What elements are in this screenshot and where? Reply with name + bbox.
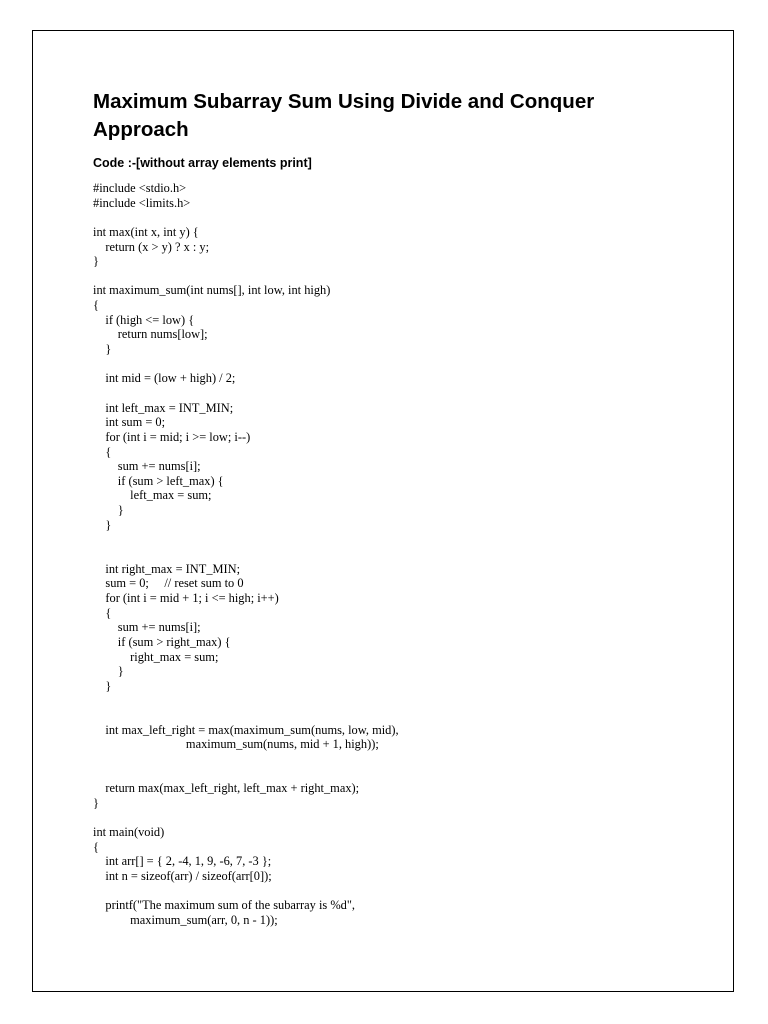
code-line [93,269,399,284]
code-line: int sum = 0; [93,415,166,430]
code-line [93,811,399,826]
code-line [93,767,399,782]
code-line: printf("The maximum sum of the subarray is %d", [93,898,356,913]
code-line: maximum_sum(arr, 0, n - 1)); [93,913,278,928]
code-line: return (x > y) ? x : y; [93,239,210,254]
code-line: } [93,342,112,357]
code-line [93,708,399,723]
code-line: int n = sizeof(arr) / sizeof(arr[0]); [93,869,272,884]
code-line: } [93,517,112,532]
code-line: return max(max_left_right, left_max + right_max); [93,781,360,796]
code-line: { [93,444,112,459]
code-line: int right_max = INT_MIN; [93,561,241,576]
code-line: if (high <= low) { [93,312,195,327]
code-line: #include <stdio.h> [93,181,187,195]
code-line: sum = 0; // reset sum to 0 [93,576,244,591]
code-line [93,693,399,708]
code-line: } [93,503,124,518]
code-line: for (int i = mid + 1; i <= high; i++) [93,590,279,605]
code-line: left_max = sum; [93,488,212,503]
code-line: int max(int x, int y) { [93,224,199,239]
code-line: for (int i = mid; i >= low; i--) [93,429,251,444]
code-line [93,357,399,372]
code-line [93,752,399,767]
code-line: right_max = sum; [93,649,219,664]
code-line: sum += nums[i]; [93,459,201,474]
code-line: int mid = (low + high) / 2; [93,371,236,386]
document-title: Maximum Subarray Sum Using Divide and Conquer Approach [93,90,600,141]
code-line [93,547,399,562]
code-line: int main(void) [93,825,165,840]
code-line: } [93,795,99,810]
code-line: int maximum_sum(int nums[], int low, int high) [93,283,331,298]
code-line: #include <limits.h> [93,195,191,210]
code-line: int left_max = INT_MIN; [93,400,234,415]
code-line: } [93,678,112,693]
code-line: } [93,254,99,269]
code-line: if (sum > right_max) { [93,634,231,649]
code-line: int arr[] = { 2, -4, 1, 9, -6, 7, -3 }; [93,854,272,869]
code-block [93,181,399,928]
code-line: return nums[low]; [93,327,208,342]
code-line: { [93,605,112,620]
code-line [93,884,399,899]
code-line: } [93,664,124,679]
code-line: { [93,839,99,854]
code-line [93,210,399,225]
code-line [93,386,399,401]
code-line: if (sum > left_max) { [93,473,224,488]
code-line: maximum_sum(nums, mid + 1, high)); [93,737,379,752]
code-line: sum += nums[i]; [93,620,201,635]
code-line [93,532,399,547]
code-heading: Code :-[without array elements print] [93,156,312,170]
code-line: { [93,298,99,313]
code-line: int max_left_right = max(maximum_sum(nums, low, mid), [93,722,399,737]
